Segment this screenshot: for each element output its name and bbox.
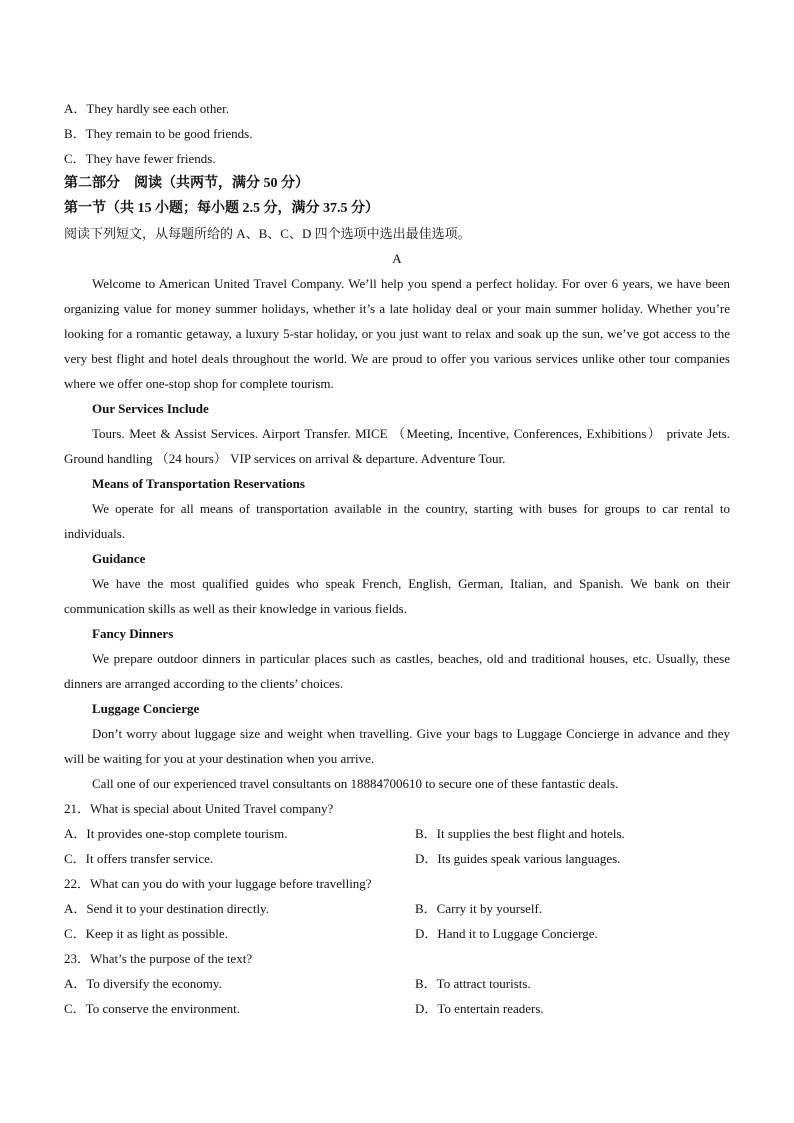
body-luggage: Don’t worry about luggage size and weight when travelling. Give your bags to Luggage Concierge in advance and they will be waiting for you at your destination when you arrive. [64,726,730,766]
option-d: D．Its guides speak various languages. [415,851,621,866]
closing-text: Call one of our experienced travel consultants on 18884700610 to secure one of these fantastic deals. [92,776,619,791]
option-a: A．To diversify the economy. [64,976,222,991]
exam-page [64,96,730,1021]
option-c: C．To conserve the environment. [64,1001,240,1016]
prev-option-b: B．They remain to be good friends. [64,126,253,141]
question-stem: 23．What’s the purpose of the text? [64,951,253,966]
option-b: B．Carry it by yourself. [415,901,543,916]
instructions: 阅读下列短文，从每题所给的 A、B、C、D 四个选项中选出最佳选项。 [64,226,471,241]
passage-label: A [392,251,402,266]
question-23 [64,946,730,1021]
body-guidance: We have the most qualified guides who speak French, English, German, Italian, and Spanish. We bank on their communication skills as well as their knowledge in various fields. [64,576,730,616]
part-title: 第二部分 阅读（共两节，满分 50 分） [64,176,309,191]
option-a: A．Send it to your destination directly. [64,901,269,916]
option-a: A．It provides one-stop complete tourism. [64,826,288,841]
passage-intro: Welcome to American United Travel Company. We’ll help you spend a perfect holiday. For over 6 years, we have been organizing value for money summer holidays, whether it’s a late holiday deal or your main summer holiday. Whether you’re looking for a romantic getaway, a luxury 5-star holiday, or you just want to relax and soak up the sun, we’ve got access to the very best flight and hotel deals throughout the world. We are proud to offer you various services unlike other tour companies where we offer one-stop shop for complete tourism. [64,276,730,391]
heading-guidance: Guidance [92,551,146,566]
prev-option-c: C．They have fewer friends. [64,151,216,166]
option-c: C．Keep it as light as possible. [64,926,228,941]
section-title: 第一节（共 15 小题；每小题 2.5 分，满分 37.5 分） [64,201,379,216]
option-c: C．It offers transfer service. [64,851,214,866]
question-stem: 21．What is special about United Travel company? [64,801,334,816]
option-b: B．It supplies the best flight and hotels. [415,826,625,841]
heading-services: Our Services Include [92,401,209,416]
body-dinners: We prepare outdoor dinners in particular places such as castles, beaches, old and traditional houses, etc. Usually, these dinners are arranged according to the clients’ choices. [64,651,730,691]
question-stem: 22．What can you do with your luggage before travelling? [64,876,372,891]
option-b: B．To attract tourists. [415,976,531,991]
heading-dinners: Fancy Dinners [92,626,174,641]
question-21 [64,796,730,871]
heading-transportation: Means of Transportation Reservations [92,476,305,491]
body-transportation: We operate for all means of transportation available in the country, starting with buses for groups to car rental to individuals. [64,501,730,541]
option-d: D．Hand it to Luggage Concierge. [415,926,598,941]
option-d: D．To entertain readers. [415,1001,544,1016]
prev-option-a: A．They hardly see each other. [64,101,229,116]
question-22 [64,871,730,946]
heading-luggage: Luggage Concierge [92,701,200,716]
body-services: Tours. Meet & Assist Services. Airport Transfer. MICE （Meeting, Incentive, Conferences, Exhibitions） private Jets. Ground handling （24 hours） VIP services on arrival & departure. Adventure Tour. [64,426,730,466]
